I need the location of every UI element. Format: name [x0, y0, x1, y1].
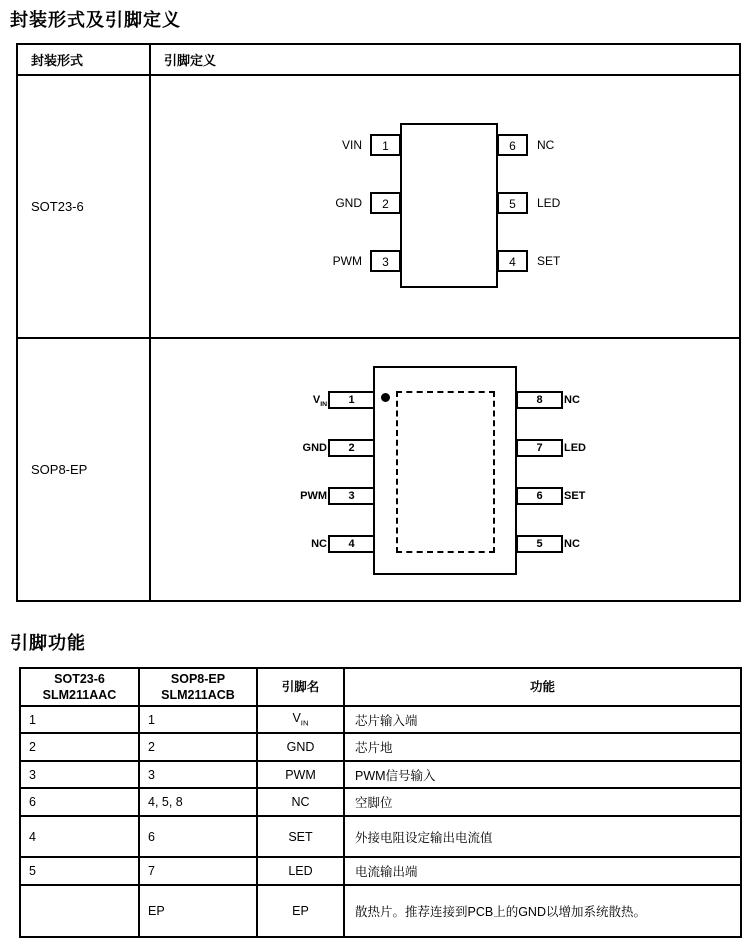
cell-pin-name: GND — [257, 733, 344, 761]
sot23-pin1-number: 1 — [382, 139, 389, 153]
table-row — [20, 885, 741, 937]
table-row — [20, 788, 741, 816]
cell-sop-pin: 2 — [139, 733, 257, 761]
cell-function: 外接电阻设定输出电流值 — [344, 816, 741, 857]
sot23-pin2-label: GND — [335, 196, 362, 210]
sot23-pin2-number: 2 — [382, 197, 389, 211]
package-table-header-row — [17, 44, 740, 75]
sot23-pin5-label: LED — [537, 196, 561, 210]
header-sot23-line1: SOT23-6 — [54, 671, 105, 686]
cell-pin-name: PWM — [257, 761, 344, 788]
sop8-pin4-box — [328, 535, 375, 553]
sot23-chip-body — [400, 123, 498, 288]
table-row — [20, 857, 741, 885]
cell-sot-pin — [20, 885, 139, 937]
sop8-pin4-number: 4 — [348, 538, 355, 550]
sop8-pin1-label-sub: IN — [320, 401, 327, 409]
table-row — [20, 816, 741, 857]
sot23-pin5-number: 5 — [509, 197, 516, 211]
sop8-pin6-label: SET — [564, 490, 586, 502]
package-name-sop8: SOP8-EP — [17, 338, 150, 601]
cell-function: 空脚位 — [344, 788, 741, 816]
sop8-pin1-label — [281, 391, 327, 409]
cell-sop-pin: EP — [139, 885, 257, 937]
sot23-pin6-number: 6 — [509, 139, 516, 153]
cell-pin-name: EP — [257, 885, 344, 937]
sop8-pin8-box — [516, 391, 563, 409]
sot23-pin3-box — [370, 250, 401, 272]
sop8-pin7-box — [516, 439, 563, 457]
cell-sop-pin: 1 — [139, 706, 257, 733]
pin-name-sub: IN — [300, 718, 309, 728]
cell-pin-name: NC — [257, 788, 344, 816]
cell-pin-name — [257, 706, 344, 733]
pin1-marker-dot — [381, 393, 390, 402]
sop8-pin3-label: PWM — [300, 490, 327, 502]
sop8-pin2-number: 2 — [348, 442, 355, 454]
cell-sop-pin: 3 — [139, 761, 257, 788]
cell-function: PWM信号输入 — [344, 761, 741, 788]
sot23-pin4-label: SET — [537, 254, 561, 268]
header-sot23-variant — [20, 668, 139, 706]
pin-function-header-row — [20, 668, 741, 706]
sop8-exposed-pad — [396, 391, 495, 553]
cell-sop-pin: 6 — [139, 816, 257, 857]
table-row — [20, 706, 741, 733]
cell-sot-pin: 5 — [20, 857, 139, 885]
cell-sot-pin: 6 — [20, 788, 139, 816]
sop8-pin2-label: GND — [302, 442, 327, 454]
sop8-pin3-number: 3 — [348, 490, 355, 502]
sop8-pin1-box — [328, 391, 375, 409]
cell-function: 电流输出端 — [344, 857, 741, 885]
package-name-sot23: SOT23-6 — [17, 75, 150, 338]
pin-name-main: V — [292, 711, 301, 726]
table-row — [20, 761, 741, 788]
cell-sot-pin: 1 — [20, 706, 139, 733]
sot23-pin4-number: 4 — [509, 255, 516, 269]
pin-function-table — [19, 667, 742, 938]
cell-pin-name: SET — [257, 816, 344, 857]
header-pin-name: 引脚名 — [257, 668, 344, 706]
sop8-pin5-label: NC — [564, 538, 580, 550]
sop8-pin6-box — [516, 487, 563, 505]
sop8-pin5-number: 5 — [536, 538, 543, 550]
sop8-pin2-box — [328, 439, 375, 457]
header-sop8-variant — [139, 668, 257, 706]
cell-sot-pin: 2 — [20, 733, 139, 761]
sot23-pin2-box — [370, 192, 401, 214]
table-row — [20, 733, 741, 761]
section-title-pin-function: 引脚功能 — [10, 633, 86, 653]
cell-sop-pin: 4, 5, 8 — [139, 788, 257, 816]
sot23-pin4-box — [497, 250, 528, 272]
sop8-pin5-box — [516, 535, 563, 553]
sot23-pin1-label: VIN — [341, 138, 362, 152]
sop8-pin6-number: 6 — [536, 490, 543, 502]
sop8-pin8-label: NC — [564, 394, 580, 406]
cell-pin-name: LED — [257, 857, 344, 885]
sop8-pin7-number: 7 — [536, 442, 543, 454]
cell-sot-pin: 4 — [20, 816, 139, 857]
header-sop8-line1: SOP8-EP — [170, 671, 226, 686]
sop8-pin7-label: LED — [564, 442, 586, 454]
cell-sop-pin: 7 — [139, 857, 257, 885]
header-sot23-line2: SLM211AAC — [42, 688, 117, 702]
package-table-header-package: 封装形式 — [17, 44, 150, 75]
sop8-pin8-number: 8 — [536, 394, 543, 406]
sot23-pin3-label: PWM — [332, 254, 362, 268]
section-title-package-definition: 封装形式及引脚定义 — [10, 10, 181, 30]
cell-function: 散热片。推荐连接到PCB上的GND以增加系统散热。 — [344, 885, 741, 937]
cell-function: 芯片输入端 — [344, 706, 741, 733]
sop8-pin3-box — [328, 487, 375, 505]
sop8-pin4-label: NC — [311, 538, 327, 550]
cell-sot-pin: 3 — [20, 761, 139, 788]
sop8-pin1-number: 1 — [348, 394, 355, 406]
sot23-pin3-number: 3 — [382, 255, 389, 269]
cell-function: 芯片地 — [344, 733, 741, 761]
sot23-pin1-box — [370, 134, 401, 156]
sot23-pin6-box — [497, 134, 528, 156]
package-table-header-definition: 引脚定义 — [150, 44, 740, 75]
header-sop8-line2: SLM211ACB — [161, 688, 235, 702]
sot23-pin5-box — [497, 192, 528, 214]
sot23-pin6-label: NC — [537, 138, 555, 152]
sop8-pin1-label-main: V — [312, 394, 321, 406]
header-function: 功能 — [344, 668, 741, 706]
